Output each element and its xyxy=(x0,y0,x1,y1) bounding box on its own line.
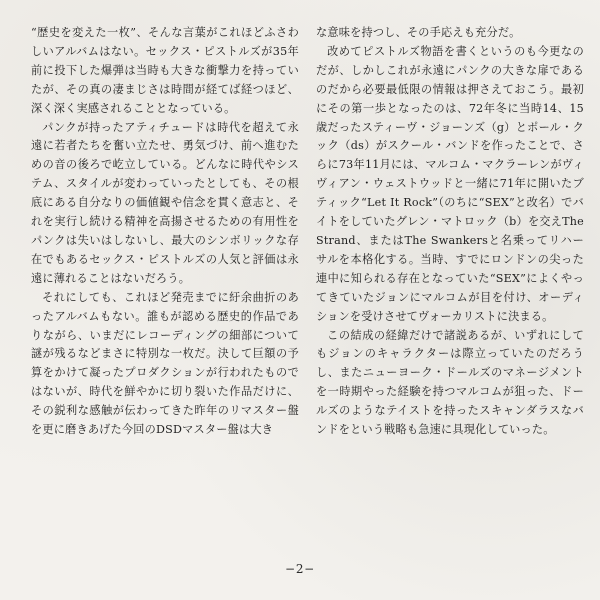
left-paragraph-2: パンクが持ったアティチュードは時代を超えて永遠に若者たちを奮い立たせ、勇気づけ、前へ進むための音の後ろで屹立している。どんなに時代やシステム、スタイルが変わっていったとしても、その根底にある自分なりの価値観や信念を貫く意志と、それを実行し続ける精神を高揚させるための有用性をパンクは失いはしないし、最大のシンボリックな存在でもあるセックス・ピストルズの人気と評価は永遠に薄れることはないだろう。 xyxy=(31,120,299,285)
right-paragraph-1: な意味を持つし、その手応えも充分だ。 xyxy=(316,26,521,39)
left-column xyxy=(31,24,299,440)
right-column xyxy=(316,24,584,440)
page-number: −2− xyxy=(285,562,315,576)
right-paragraph-3: この結成の経緯だけで諸説あるが、いずれにしてもジョンのキャラクターは際立っていたのだろうし、またニューヨーク・ドールズのマネージメントを一時期やった経験を持つマルコムが狙った、ドールズのようなテイストを持ったスキャンダラスなバンドをという戦略も急速に具現化していった。 xyxy=(316,328,584,437)
left-paragraph-3: それにしても、これほど発売までに紆余曲折のあったアルバムもない。誰もが認める歴史的作品でありながら、いまだにレコーディングの細部について謎が残るなどまさに特別な一枚だ。決して巨額の予算をかけて凝ったプロダクションが行われたものではないが、時代を鮮やかに切り裂いた作品だけに、その鋭利な感触が伝わってきた昨年のリマスター盤を更に磨きあげた今回のDSDマスター盤は大き xyxy=(31,290,299,437)
right-paragraph-2: 改めてピストルズ物語を書くというのも今更なのだが、しかしこれが永遠にパンクの大きな扉であるのだから必要最低限の情報は押さえておこう。最初にその第一歩となったのは、72年冬に当時14、15歳だったスティーヴ・ジョーンズ（g）とポール・クック（ds）がスクール・バンドを作ったことで、さらに73年11月には、マルコム・マクラーレンがヴィヴィアン・ウェストウッドと一緒に71年に開いたブティック“Let It Rock”（のちに“SEX”と改名）でバイトをしていたグレン・マトロック（b）を交えThe Strand、またはThe Swankersと名乗ってリハーサルを本格化する。当時、すでにロンドンの尖った連中に知られる存在となっていた“SEX”によくやってきていたジョンにマルコムが目を付け、オーディションを受けさせてヴォーカリストに決まる。 xyxy=(316,44,584,323)
left-paragraph-1: “歴史を変えた一枚”、そんな言葉がこれほどふさわしいアルバムはない。セックス・ピストルズが35年前に投下した爆弾は当時も大きな衝撃力を持っていたが、その真の凄まじさは時間が経てば経つほど、深く深く実感されることとなっている。 xyxy=(31,26,299,115)
